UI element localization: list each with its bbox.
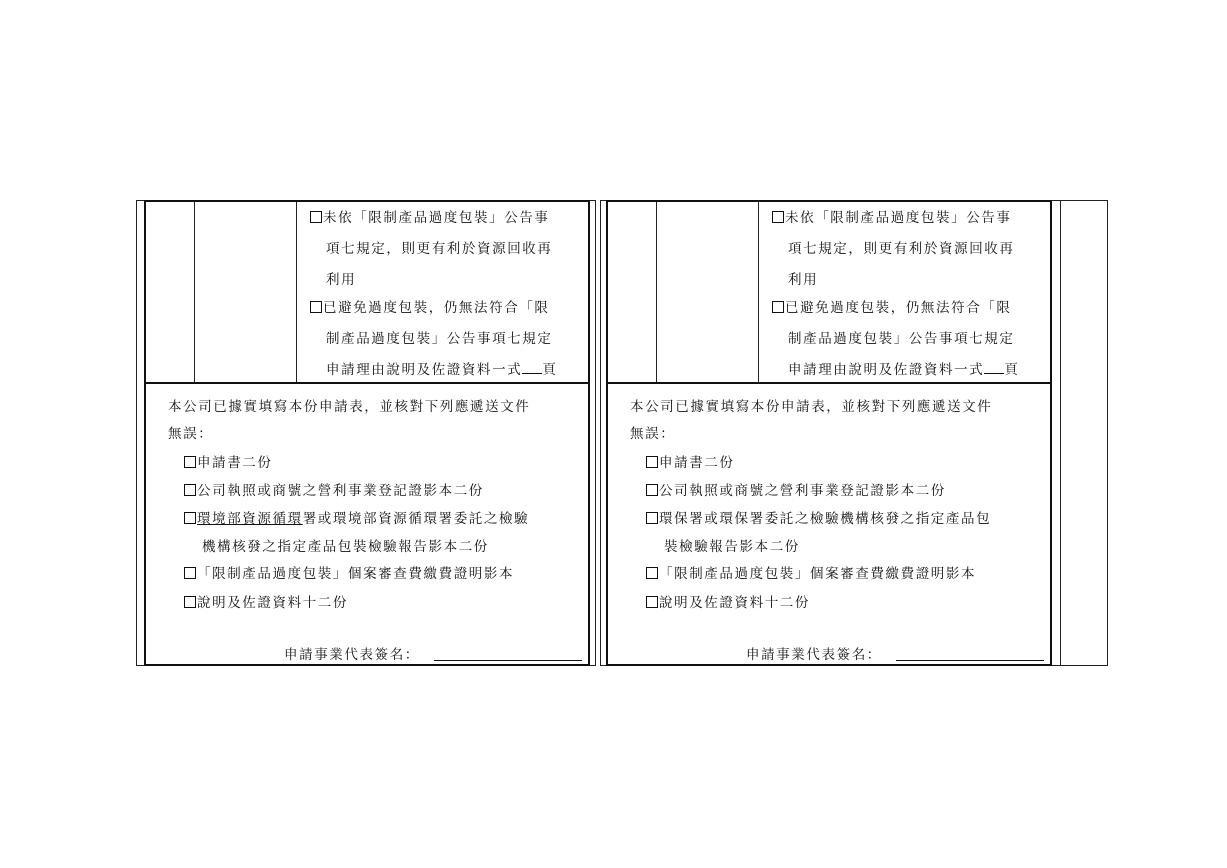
document-text: 環保署或環保署委託之檢驗機構核發之指定產品包	[659, 511, 992, 527]
document-text: 申請書二份	[197, 455, 273, 471]
checkbox[interactable]	[646, 512, 658, 524]
upper-section-right	[608, 202, 1050, 384]
checkbox[interactable]	[184, 567, 196, 579]
document-text: 署或環境部資源循環署委託之檢驗	[302, 511, 530, 527]
document-text: 「限制產品過度包裝」個案審查費繳費證明影本	[197, 566, 515, 582]
document-item	[184, 507, 529, 527]
checkbox[interactable]	[646, 567, 658, 579]
option-1	[310, 203, 553, 296]
checkbox[interactable]	[184, 484, 196, 496]
checkbox[interactable]	[184, 596, 196, 608]
option-text: 申請理由說明及佐證資料一式	[326, 362, 523, 378]
signature-label: 申請事業代表簽名：	[746, 647, 882, 663]
option-text: 制產品過度包裝」公告事項七規定	[788, 331, 1015, 347]
declaration-line: 無誤：	[168, 426, 214, 442]
option-text: 項七規定，則更有利於資源回收再	[326, 241, 553, 257]
option-text: 已避免過度包裝，仍無法符合「限	[323, 300, 550, 316]
option-cell-right	[772, 202, 1052, 382]
checkbox[interactable]	[772, 301, 784, 313]
column-divider	[296, 202, 297, 382]
signature-label: 申請事業代表簽名：	[284, 647, 420, 663]
document-item	[646, 451, 735, 471]
upper-section-left	[146, 202, 588, 384]
option-text: 制產品過度包裝」公告事項七規定	[326, 331, 553, 347]
checkbox[interactable]	[310, 301, 322, 313]
right-margin-column-line	[1060, 200, 1061, 666]
declaration-line: 本公司已據實填寫本份申請表，並核對下列應遞送文件	[630, 399, 993, 415]
option-text: 未依「限制產品過度包裝」公告事	[785, 210, 1012, 226]
checkbox[interactable]	[184, 512, 196, 524]
option-text: 項七規定，則更有利於資源回收再	[788, 241, 1015, 257]
checkbox[interactable]	[646, 484, 658, 496]
option-text: 利用	[326, 272, 357, 288]
document-item	[646, 591, 810, 611]
document-item	[184, 562, 514, 582]
document-item	[184, 479, 484, 499]
option-text: 利用	[788, 272, 819, 288]
option-text: 未依「限制產品過度包裝」公告事	[323, 210, 550, 226]
document-item	[184, 591, 348, 611]
document-text: 公司執照或商號之營利事業登記證影本二份	[659, 483, 946, 499]
declaration-line: 本公司已據實填寫本份申請表，並核對下列應遞送文件	[168, 399, 531, 415]
option-2	[772, 293, 1019, 386]
document-text-underlined: 環境部資源循環	[197, 511, 303, 527]
page-unit: 頁	[1004, 362, 1020, 378]
document-text: 說明及佐證資料十二份	[659, 595, 810, 611]
column-divider	[194, 202, 195, 382]
checkbox[interactable]	[646, 456, 658, 468]
option-2	[310, 293, 557, 386]
page-count-blank[interactable]	[984, 372, 1004, 374]
document-item-continued: 裝檢驗報告影本二份	[664, 539, 800, 555]
signature-field[interactable]	[896, 660, 1044, 661]
option-text: 已避免過度包裝，仍無法符合「限	[785, 300, 1012, 316]
document-item	[184, 451, 273, 471]
checkbox[interactable]	[310, 211, 322, 223]
page-unit: 頁	[542, 362, 558, 378]
document-text: 說明及佐證資料十二份	[197, 595, 348, 611]
document-item-continued: 機構核發之指定產品包裝檢驗報告影本二份	[202, 539, 489, 555]
document-text: 「限制產品過度包裝」個案審查費繳費證明影本	[659, 566, 977, 582]
checkbox[interactable]	[184, 456, 196, 468]
document-text: 申請書二份	[659, 455, 735, 471]
form-panel-left	[144, 200, 590, 666]
form-panel-right	[606, 200, 1052, 666]
option-text: 申請理由說明及佐證資料一式	[788, 362, 985, 378]
column-divider	[758, 202, 759, 382]
option-cell-left	[310, 202, 590, 382]
checkbox[interactable]	[772, 211, 784, 223]
page-count-blank[interactable]	[522, 372, 542, 374]
document-item	[646, 507, 991, 527]
declaration-line: 無誤：	[630, 426, 676, 442]
document-item	[646, 479, 946, 499]
checkbox[interactable]	[646, 596, 658, 608]
document-text: 公司執照或商號之營利事業登記證影本二份	[197, 483, 484, 499]
document-item	[646, 562, 976, 582]
signature-field[interactable]	[434, 660, 582, 661]
option-1	[772, 203, 1015, 296]
column-divider	[656, 202, 657, 382]
